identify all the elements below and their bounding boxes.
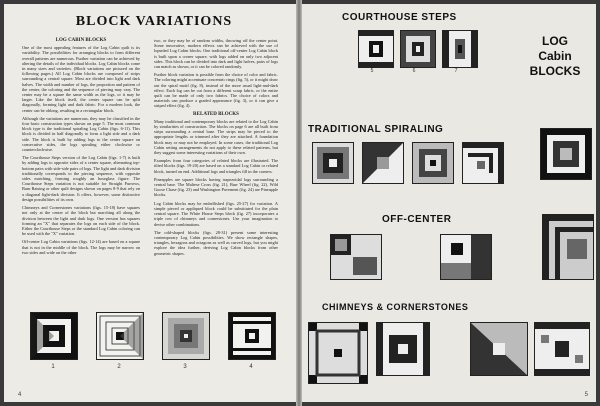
figure-number: 4 [249,364,253,370]
paragraph: The Courthouse Steps version of the Log Cabin (figs. 1-7) is built by adding logs to opposite sides of a center square, alternating top-bottom pairs with side-side pairs of logs. The light and dark division traditionally corresponds to the piecing sequence, with opposite sides matching, forming roughly an hourglass figure. The Courthouse Steps variation is not suitable for Straight Furrows, Barn Raising or other quilt designs shown on pages 8-9 that rely on a diagonal light-dark division. It offers, however, some distinctive design possibilities of its own. [22,155,140,202]
paragraph: Chimneys and Cornerstones variations (figs. 15-18) have squares not only at the center of the block but marching all along the division between the light and dark logs. One version has squares forming an "X" that separates the logs on each side of the block. Either the Courthouse Steps or the standard Log Cabin coloring can be used with the "X" variation. [22,205,140,237]
quilt-block-5 [358,30,394,68]
page-number: 4 [18,392,22,398]
figure-number: 5 [370,68,374,74]
figure-number: 6 [412,68,416,74]
quilt-block-12 [330,234,382,280]
paragraph: Pineapples are square blocks having trapezoidal logs surrounding a central base. The Maltese Cross (fig. 21), Burr Wheel (fig. 22), Wild Goose Chase (fig. 23) and Washington Pavement (fig. 24) are Pineapple blocks. [154,176,278,198]
paragraph: Off-center Log Cabin variations (figs. 12-14) are based on a square that is not in the middle of the block. The logs may be narrow on two sides and wide on the other [22,239,140,255]
quilt-block-17 [470,322,528,376]
figure-number: 1 [51,364,55,370]
quilt-block-large [540,128,592,180]
quilt-block-18 [534,322,590,376]
paragraph: Log Cabin blocks may be embellished (figs. 25-27) for variation. A simple pieced or appliqued block could be substituted for the plain central square. The White House Steps block (fig. 27) incorporates a triple row of chimneys and cornerstones. Use your imagination to devise other combinations. [154,200,278,227]
section-heading-chimneys: CHIMNEYS & CORNERSTONES [322,302,469,312]
main-title-line: BLOCKS [529,64,581,78]
main-title-line: Cabin [538,49,572,63]
figure-row [30,312,280,382]
quilt-block-6 [400,30,436,68]
paragraph: The odd-shaped blocks (figs. 28-31) present some interesting contemporary Log Cabin possibilities. We show rectangle shapes, triangles, hexagons and octagons as well as curved logs, but you might explore the idea further, deriving Log Cabin blocks from other geometric shapes. [154,229,278,256]
quilt-block-16 [376,322,430,376]
paragraph: Many traditional and contemporary blocks are related to the Log Cabin by similarities of construction. The blocks on page 6 are all built from strips surrounding a central base. The strips may be pieced to the appropriate lengths or trimmed after they are attached. A foundation block may or may not be employed. In some cases, the traditional Log Cabin setting arrangements do not apply to these related patterns, but they suggest some interesting variations of their own. [154,118,278,156]
block-figure-3 [162,312,210,360]
paragraph: One of the most appealing features of the Log Cabin quilt is its variability. The possibilities for arranging blocks to form different overall patterns are numerous. Further variation can be achieved by altering the details of the individual blocks. Log Cabin blocks come in many sizes and varieties. (Block variations are pictured on the following pages.) All Log Cabin blocks are composed of strips surrounding a central square. Most are divided into light and dark halves. The width and number of logs, the proportion and pattern of the center, the coloring and the sequence of piecing may vary. The center may be a square the same width as the logs, or it may be larger. Like the block itself, the center square can be split diagonally, forming light and dark fabric. For a modern look, the center can be oblong, resulting in a rectangular block. [22,45,140,113]
section-heading-off-center: OFF-CENTER [382,214,452,225]
right-page [302,4,596,402]
main-title [522,34,588,79]
section-heading-spiraling: TRADITIONAL SPIRALING [308,124,444,135]
block-figure-2 [96,312,144,360]
related-heading: RELATED BLOCKS [193,111,239,117]
quilt-block-8 [312,142,354,184]
quilt-block-9 [362,142,404,184]
quilt-block-10 [412,142,454,184]
section-heading: LOG CABIN BLOCKS [55,38,107,43]
figure-number: 3 [183,364,187,370]
quilt-block-13 [440,234,492,280]
figure-number: 7 [454,68,458,74]
quilt-block-15 [308,322,368,384]
block-figure-1 [30,312,78,360]
text-column-right [154,38,278,259]
quilt-block-11 [462,142,504,184]
paragraph: two, or they may be of random widths, throwing off the center point. Some innovative, modern effects can be achieved with the use of lopsided Log Cabin blocks. One traditional off-center Log Cabin block is built upon a corner square, with logs added on only two adjacent sides. This block can be divided into dark and light halves, pairs of logs can match as shown, or it can be colored randomly. [154,38,278,70]
paragraph: Further block variation is possible from the choice of color and fabric. The coloring might accentuate concentric rings (fig. 5), or it might draw out the spiral motif (fig. 8), instead of the more usual light-and-dark effect. Each log can be cut from a different scrap fabric, or the entire quilt can be made of only two fabrics. The choice of colors and materials can produce a graded appearance (fig. 3), or it can give a striped effect (fig. 4). [154,72,278,109]
figure-number: 2 [117,364,121,370]
section-heading-courthouse: COURTHOUSE STEPS [342,12,457,23]
page-number: 5 [584,392,588,398]
paragraph: Examples from four categories of related blocks are illustrated. The tilted blocks (figs. 19-20) are based on a standard Log Cabin or related block, turned on end. Additional logs and triangles fill in the corners. [154,158,278,174]
page-title: BLOCK VARIATIONS [75,14,233,29]
quilt-block-14 [542,214,594,280]
left-page [4,4,296,402]
main-title-line: LOG [542,34,568,48]
paragraph: Although the variations are numerous, they may be classified in the four basic construction types shown on page 5. The most common block type is the traditional spiraling Log Cabin (figs. 6-11). This block is divided in half diagonally to form a light side and a dark side. The block is built by adding logs to the center square on consecutive sides, the logs spiraling either clockwise or counterclockwise. [22,115,140,153]
text-column-left [22,38,140,258]
block-figure-4 [228,312,276,360]
quilt-block-7 [442,30,478,68]
